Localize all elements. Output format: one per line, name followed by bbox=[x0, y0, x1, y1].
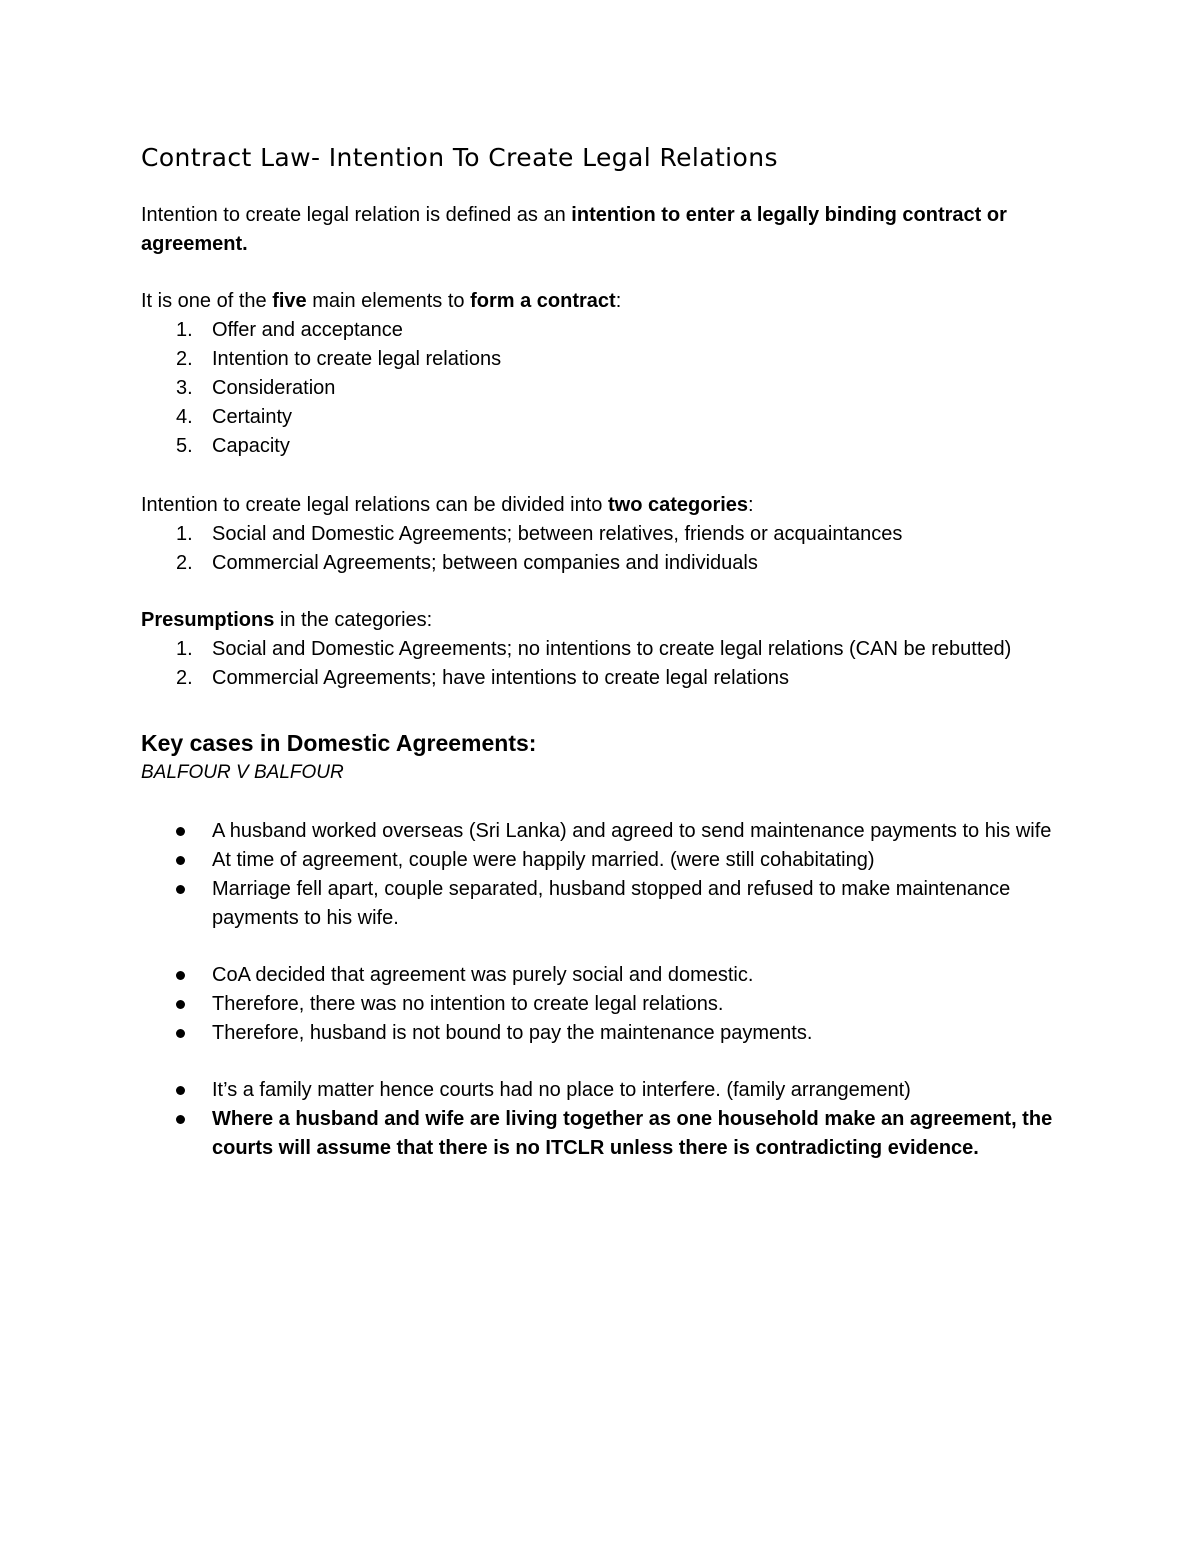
definition-bold: intention to enter a legally binding contract or agreement. bbox=[141, 204, 1007, 255]
list-item: 3. Consideration bbox=[176, 377, 336, 399]
decision-text: Therefore, there was no intention to create legal relations. bbox=[212, 993, 724, 1015]
list-item bbox=[141, 846, 1071, 875]
list-item: 2. Commercial Agreements; have intentions to create legal relations bbox=[176, 667, 789, 689]
fact-text: Marriage fell apart, couple separated, husband stopped and refused to make maintenance payments to his wife. bbox=[212, 878, 1011, 929]
list-item bbox=[141, 1019, 1071, 1048]
element-label: Certainty bbox=[212, 406, 293, 428]
list-item: 4. Certainty bbox=[176, 406, 293, 428]
list-item: 5. Capacity bbox=[176, 435, 290, 457]
principle-text: Where a husband and wife are living together as one household make an agreement, the courts will assume that there is no ITCLR unless there is contradicting evidence. bbox=[212, 1108, 1053, 1159]
list-item: 2. Intention to create legal relations bbox=[176, 348, 502, 370]
list-item bbox=[141, 1076, 1071, 1105]
definition-paragraph bbox=[141, 201, 1071, 259]
bullet-icon bbox=[176, 885, 185, 894]
presumptions-list bbox=[141, 635, 1071, 693]
bullet-icon bbox=[176, 1000, 185, 1009]
presumptions-intro-bold: Presumptions bbox=[141, 609, 275, 631]
document-title: Contract Law- Intention To Create Legal Relations bbox=[141, 143, 778, 172]
categories-intro-bold: two categories bbox=[607, 494, 749, 516]
elements-intro-text-3: : bbox=[615, 290, 622, 312]
bullet-icon bbox=[176, 827, 185, 836]
element-label: Consideration bbox=[212, 377, 336, 399]
document-body bbox=[141, 136, 1071, 1163]
elements-intro bbox=[141, 287, 1071, 316]
element-label: Offer and acceptance bbox=[212, 319, 403, 341]
elements-intro-text-2: main elements to bbox=[306, 290, 471, 312]
decision-text: CoA decided that agreement was purely social and domestic. bbox=[212, 964, 754, 986]
category-label: Social and Domestic Agreements; between relatives, friends or acquaintances bbox=[212, 523, 903, 545]
facts-list bbox=[141, 817, 1071, 933]
fact-text: A husband worked overseas (Sri Lanka) and agreed to send maintenance payments to his wife bbox=[212, 820, 1052, 842]
list-item: 1. Social and Domestic Agreements; no intentions to create legal relations (CAN be rebutted) bbox=[176, 638, 1012, 660]
reasoning-text: It’s a family matter hence courts had no place to interfere. (family arrangement) bbox=[212, 1079, 911, 1101]
list-item bbox=[141, 875, 1071, 933]
decision-text: Therefore, husband is not bound to pay the maintenance payments. bbox=[212, 1022, 813, 1044]
bullet-icon bbox=[176, 971, 185, 980]
categories-intro-text-1: Intention to create legal relations can be divided into bbox=[141, 494, 608, 516]
reasoning-list bbox=[141, 1076, 1071, 1163]
list-item bbox=[141, 990, 1071, 1019]
bullet-icon bbox=[176, 1029, 185, 1038]
key-cases-heading: Key cases in Domestic Agreements: bbox=[141, 730, 537, 756]
elements-list bbox=[141, 316, 1071, 461]
elements-intro-text-1: It is one of the bbox=[141, 290, 273, 312]
definition-text: Intention to create legal relation is defined as an bbox=[141, 204, 572, 226]
list-item: 2. Commercial Agreements; between companies and individuals bbox=[176, 552, 758, 574]
bullet-icon bbox=[176, 856, 185, 865]
element-label: Intention to create legal relations bbox=[212, 348, 502, 370]
element-label: Capacity bbox=[212, 435, 290, 457]
list-item bbox=[141, 961, 1071, 990]
presumption-label: Commercial Agreements; have intentions to create legal relations bbox=[212, 667, 789, 689]
presumptions-intro bbox=[141, 606, 1071, 635]
elements-intro-bold-2: form a contract bbox=[470, 290, 616, 312]
list-item bbox=[141, 1105, 1071, 1163]
bullet-icon bbox=[176, 1086, 185, 1095]
categories-list bbox=[141, 520, 1071, 578]
elements-intro-bold-1: five bbox=[272, 290, 307, 312]
list-item bbox=[141, 817, 1071, 846]
fact-text: At time of agreement, couple were happily married. (were still cohabitating) bbox=[212, 849, 875, 871]
presumptions-intro-text: in the categories: bbox=[274, 609, 433, 631]
list-item: 1. Offer and acceptance bbox=[176, 319, 403, 341]
case-name: BALFOUR V BALFOUR bbox=[141, 762, 344, 783]
bullet-icon bbox=[176, 1115, 185, 1124]
categories-intro-text-2: : bbox=[748, 494, 754, 516]
presumption-label: Social and Domestic Agreements; no intentions to create legal relations (CAN be rebutted) bbox=[212, 638, 1012, 660]
category-label: Commercial Agreements; between companies and individuals bbox=[212, 552, 758, 574]
decision-list bbox=[141, 961, 1071, 1048]
list-item: 1. Social and Domestic Agreements; between relatives, friends or acquaintances bbox=[176, 523, 903, 545]
categories-intro bbox=[141, 491, 1071, 520]
